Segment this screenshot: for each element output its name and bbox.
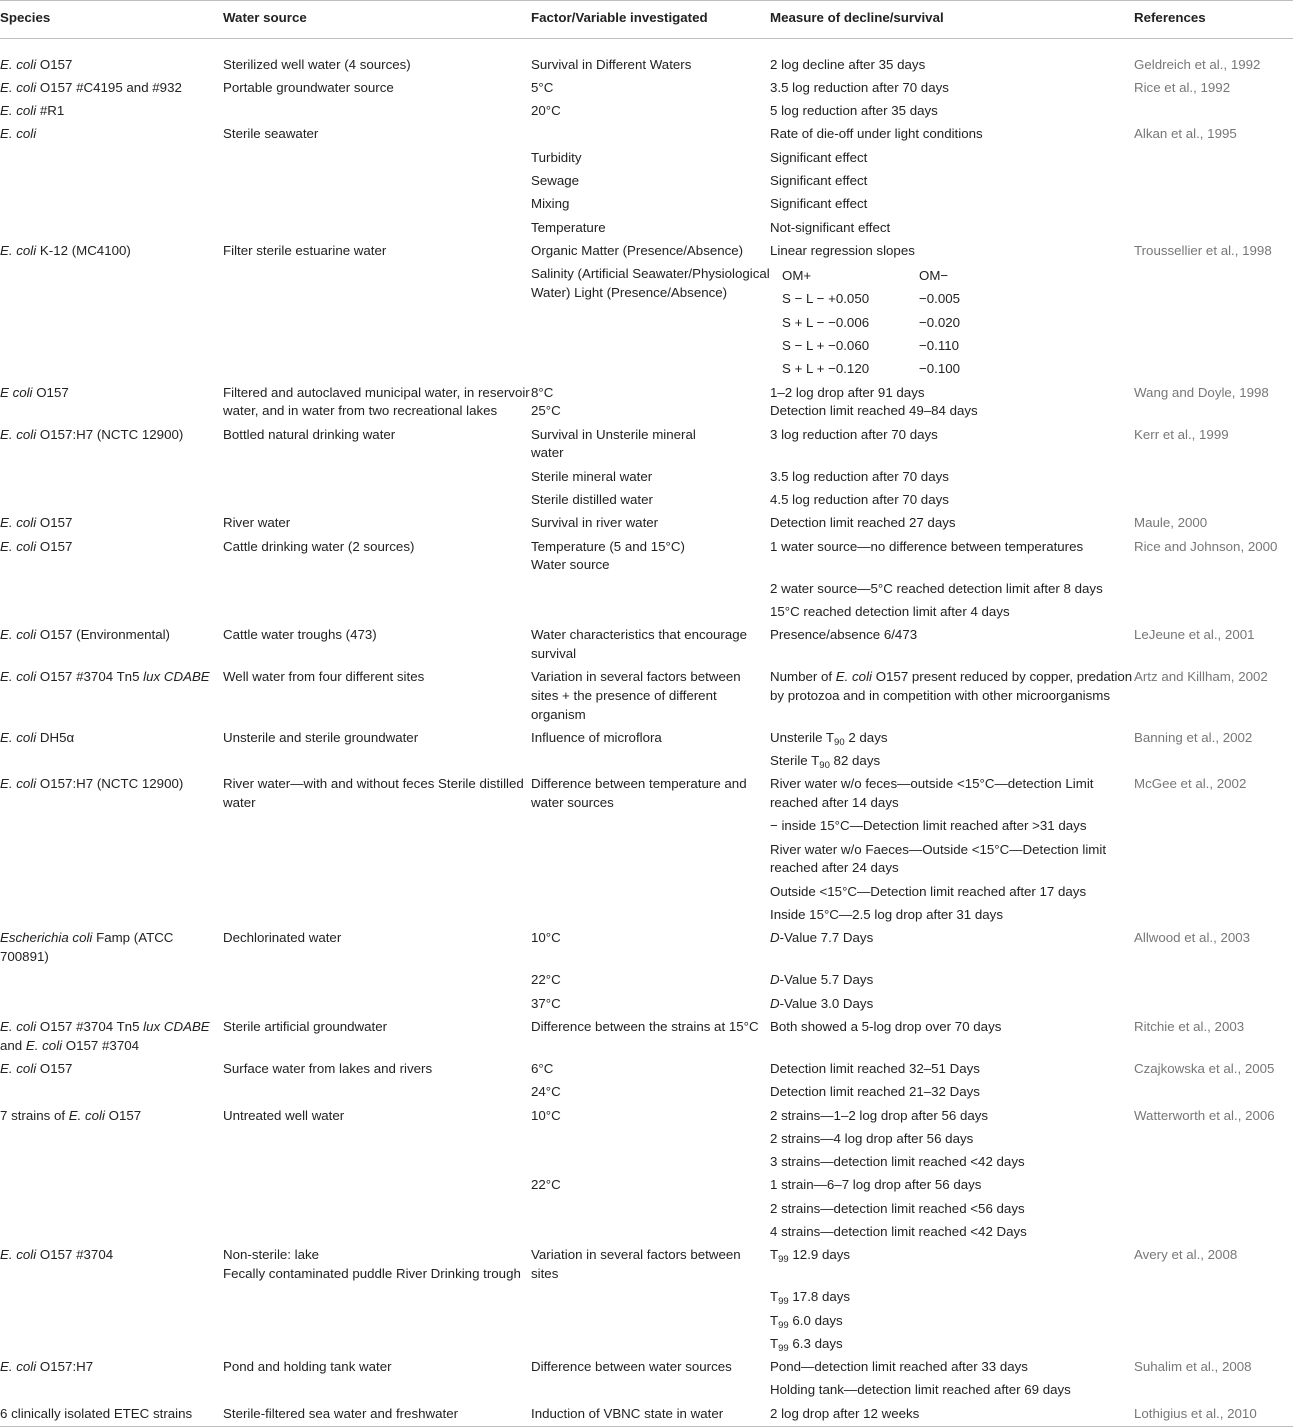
table-row — [0, 1016, 1293, 1058]
species-cell: E. coli O157:H7 (NCTC 12900) — [0, 776, 184, 792]
table-row — [0, 750, 1293, 773]
factor-cell: Salinity (Artificial Seawater/Physiological Water) Light (Presence/Absence) — [531, 266, 770, 300]
water-source-cell: Unsterile and sterile groundwater — [223, 729, 419, 745]
species-cell: E. coli O157 #3704 Tn5 lux CDABE and E. coli O157 #3704 — [0, 1018, 210, 1053]
water-source-cell: Pond and holding tank water — [223, 1359, 392, 1375]
species-cell: E. coli O157:H7 (NCTC 12900) — [0, 426, 184, 442]
species-cell: E. coli O157 #3704 — [0, 1247, 114, 1263]
species-cell: E. coli O157 (Environmental) — [0, 627, 170, 643]
table-row — [0, 1174, 1293, 1197]
species-cell: 6 clinically isolated ETEC strains — [0, 1402, 223, 1426]
measure-cell: 4.5 log reduction after 70 days — [770, 491, 949, 507]
reference-cell: Wang and Doyle, 1998 — [1134, 384, 1269, 400]
table-row — [0, 1128, 1293, 1151]
reference-cell: Ritchie et al., 2003 — [1134, 1018, 1245, 1034]
species-cell: E. coli O157 #3704 Tn5 lux CDABE — [0, 669, 210, 685]
species-cell: 7 strains of E. coli O157 — [0, 1107, 142, 1123]
header-water-source: Water source — [223, 1, 531, 39]
reference-cell: Rice et al., 1992 — [1134, 79, 1231, 95]
measure-cell: 3.5 log reduction after 70 days — [770, 468, 949, 484]
measure-cell: 3.5 log reduction after 70 days — [770, 79, 949, 95]
table-row — [0, 880, 1293, 903]
water-source-cell: Portable groundwater source — [223, 79, 394, 95]
water-source-cell: River water — [223, 515, 291, 531]
reference-cell: Geldreich et al., 1992 — [1134, 56, 1261, 72]
factor-cell: Organic Matter (Presence/Absence) — [531, 242, 744, 258]
factor-cell: 22°C — [531, 972, 561, 988]
factor-cell: Mixing — [531, 196, 570, 212]
factor-cell: 6°C — [531, 1060, 554, 1076]
measure-cell: Rate of die-off under light conditions — [770, 126, 983, 142]
table-row — [0, 1221, 1293, 1244]
reference-cell: Watterworth et al., 2006 — [1134, 1107, 1275, 1123]
measure-cell: Outside <15°C—Detection limit reached after 17 days — [770, 883, 1087, 899]
measure-cell: $T_{99}$ 6.0 days — [770, 1312, 843, 1331]
reference-cell: Banning et al., 2002 — [1134, 729, 1253, 745]
om-minus-header: OM− — [919, 268, 949, 284]
table-row — [0, 969, 1293, 992]
water-source-cell: Sterilized well water (4 sources) — [223, 56, 411, 72]
header-measure: Measure of decline/survival — [770, 1, 1134, 39]
water-source-cell: Well water from four different sites — [223, 669, 425, 685]
water-source-cell: Sterile artificial groundwater — [223, 1018, 388, 1034]
factor-cell: Difference between the strains at 15°C — [531, 1018, 759, 1034]
measure-cell: Linear regression slopes — [770, 242, 915, 258]
species-cell: E. coli O157 — [0, 515, 73, 531]
reference-cell: LeJeune et al., 2001 — [1134, 627, 1255, 643]
reference-cell: Avery et al., 2008 — [1134, 1247, 1238, 1263]
reference-cell: McGee et al., 2002 — [1134, 776, 1247, 792]
measure-cell: Inside 15°C—2.5 log drop after 31 days — [770, 907, 1003, 923]
measure-cell: Presence/absence 6/473 — [770, 627, 918, 643]
reference-cell: Lothigius et al., 2010 — [1134, 1402, 1293, 1426]
table-row — [0, 815, 1293, 838]
table-row — [0, 1104, 1293, 1127]
table-row — [0, 193, 1293, 216]
species-cell: E. coli O157 #C4195 and #932 — [0, 79, 182, 95]
factor-cell: Water characteristics that encourage survival — [531, 627, 748, 661]
factor-cell: 8°C 25°C — [531, 384, 561, 419]
table-row — [0, 100, 1293, 123]
measure-cell: River water w/o feces—outside <15°C—detection Limit reached after 14 days — [770, 776, 1094, 811]
measure-cell: Significant effect — [770, 172, 868, 188]
table-row — [0, 1356, 1293, 1379]
table-row — [0, 38, 1293, 53]
factor-cell: 24°C — [531, 1084, 561, 1100]
factor-cell: Temperature (5 and 15°C) Water source — [531, 538, 685, 573]
table-row — [0, 489, 1293, 512]
water-source-cell: River water—with and without feces Sterile distilled water — [223, 776, 524, 811]
table-row — [0, 512, 1293, 535]
reference-cell: Alkan et al., 1995 — [1134, 126, 1237, 142]
measure-cell: 1 water source—no difference between temperatures — [770, 538, 1084, 554]
table-row — [0, 992, 1293, 1015]
table-row — [0, 1081, 1293, 1104]
factor-cell: 22°C — [531, 1177, 561, 1193]
header-row — [0, 1, 1293, 39]
factor-cell: Survival in Unsterile mineral water — [531, 426, 696, 461]
species-cell: E coli O157 — [0, 384, 69, 400]
measure-cell: Both showed a 5-log drop over 70 days — [770, 1018, 1002, 1034]
measure-cell: 2 water source—5°C reached detection limit after 8 days — [770, 580, 1103, 596]
factor-cell: Temperature — [531, 219, 606, 235]
factor-cell: Variation in several factors between sites + the presence of different organism — [531, 669, 741, 722]
measure-cell: 2 strains—1–2 log drop after 56 days — [770, 1107, 989, 1123]
reference-cell: Suhalim et al., 2008 — [1134, 1359, 1252, 1375]
measure-cell: 3 log reduction after 70 days — [770, 426, 938, 442]
reference-cell: Troussellier et al., 1998 — [1134, 242, 1272, 258]
species-cell: E. coli O157 — [0, 1060, 73, 1076]
table-row — [0, 904, 1293, 927]
table-row — [0, 1151, 1293, 1174]
measure-cell: $T_{99}$ 17.8 days — [770, 1289, 851, 1308]
table-row — [0, 1333, 1293, 1356]
table-row — [0, 577, 1293, 600]
water-source-cell: Filtered and autoclaved municipal water, in reservoir water, and in water from two recreational lakes — [223, 384, 530, 419]
measure-cell: Sterile $T_{90}$ 82 days — [770, 753, 881, 772]
species-cell: E. coli DH5α — [0, 729, 75, 745]
water-source-cell: Surface water from lakes and rivers — [223, 1060, 433, 1076]
measure-cell: D-Value 3.0 Days — [770, 995, 874, 1011]
table-row — [0, 927, 1293, 969]
measure-cell: 2 strains—4 log drop after 56 days — [770, 1130, 974, 1146]
measure-cell: 2 log decline after 35 days — [770, 56, 926, 72]
table-row — [0, 838, 1293, 880]
header-factor: Factor/Variable investigated — [531, 1, 770, 39]
species-cell: E. coli K-12 (MC4100) — [0, 242, 131, 258]
measure-cell: Significant effect — [770, 149, 868, 165]
measure-cell: D-Value 7.7 Days — [770, 930, 874, 946]
measure-cell: 2 strains—detection limit reached <56 days — [770, 1200, 1025, 1216]
measure-cell: 15°C reached detection limit after 4 days — [770, 603, 1010, 619]
table-row — [0, 535, 1293, 577]
table-row — [0, 1309, 1293, 1332]
factor-cell: Survival in Different Waters — [531, 56, 692, 72]
factor-cell: 37°C — [531, 995, 561, 1011]
measure-cell: − inside 15°C—Detection limit reached after >31 days — [770, 818, 1087, 834]
water-source-cell: Cattle water troughs (473) — [223, 627, 377, 643]
measure-cell: $T_{99}$ 6.3 days — [770, 1335, 843, 1354]
factor-cell: Variation in several factors between sites — [531, 1247, 741, 1281]
species-cell: E. coli O157:H7 — [0, 1359, 94, 1375]
table-row — [0, 1058, 1293, 1081]
table-row — [0, 624, 1293, 666]
table-row — [0, 146, 1293, 169]
table-row — [0, 123, 1293, 146]
factor-cell: Turbidity — [531, 149, 582, 165]
table-row — [0, 773, 1293, 815]
table-row — [0, 465, 1293, 488]
reference-cell: Artz and Killham, 2002 — [1134, 669, 1268, 685]
factor-cell: 20°C — [531, 103, 561, 119]
measure-cell: Holding tank—detection limit reached after 69 days — [770, 1382, 1071, 1398]
reference-cell: Kerr et al., 1999 — [1134, 426, 1229, 442]
table-row — [0, 1197, 1293, 1220]
water-source-cell: Untreated well water — [223, 1107, 345, 1123]
water-source-cell: Filter sterile estuarine water — [223, 242, 387, 258]
measure-cell: D-Value 5.7 Days — [770, 972, 874, 988]
reference-cell: Rice and Johnson, 2000 — [1134, 538, 1278, 554]
om-plus-header: OM+ — [782, 268, 812, 284]
table-row — [0, 1402, 1293, 1426]
factor-cell: Induction of VBNC state in water — [531, 1402, 770, 1426]
table-row — [0, 240, 1293, 263]
table-row — [0, 263, 1293, 381]
table-row — [0, 1244, 1293, 1286]
regression-block: OM+ OM− S − L − +0.050 −0.005 S + L − −0.006 −0.020 S − L + −0.060 −0.110 S + L + −0.120 −0.100 — [782, 268, 961, 377]
measure-cell: Not-significant effect — [770, 219, 891, 235]
measure-cell: Significant effect — [770, 196, 868, 212]
factor-cell: Sterile mineral water — [531, 468, 653, 484]
factor-cell: Influence of microflora — [531, 729, 662, 745]
factor-cell: Sterile distilled water — [531, 491, 653, 507]
measure-cell: 1–2 log drop after 91 days Detection limit reached 49–84 days — [770, 384, 978, 419]
measure-cell: $T_{99}$ 12.9 days — [770, 1247, 851, 1266]
table-row — [0, 601, 1293, 624]
header-references: References — [1134, 1, 1293, 39]
measure-cell: 5 log reduction after 35 days — [770, 103, 938, 119]
measure-cell: Pond—detection limit reached after 33 days — [770, 1359, 1028, 1375]
measure-cell: Detection limit reached 32–51 Days — [770, 1060, 980, 1076]
table-row — [0, 77, 1293, 100]
table-row — [0, 381, 1293, 423]
species-cell: E. coli O157 — [0, 56, 73, 72]
measure-cell: Unsterile $T_{90}$ 2 days — [770, 729, 888, 748]
measure-cell: Detection limit reached 27 days — [770, 515, 956, 531]
reference-cell: Allwood et al., 2003 — [1134, 930, 1251, 946]
table-row — [0, 1379, 1293, 1402]
water-source-cell: Dechlorinated water — [223, 930, 342, 946]
factor-cell: 10°C — [531, 930, 561, 946]
water-source-cell: Sterile seawater — [223, 126, 319, 142]
measure-cell: Detection limit reached 21–32 Days — [770, 1084, 980, 1100]
table-row — [0, 53, 1293, 76]
factor-cell: Difference between water sources — [531, 1359, 732, 1375]
measure-cell: 1 strain—6–7 log drop after 56 days — [770, 1177, 982, 1193]
water-source-cell: Bottled natural drinking water — [223, 426, 396, 442]
measure-cell: 3 strains—detection limit reached <42 days — [770, 1154, 1025, 1170]
header-species: Species — [0, 1, 223, 39]
table-row — [0, 666, 1293, 727]
water-source-cell: Cattle drinking water (2 sources) — [223, 538, 415, 554]
water-source-cell: Sterile-filtered sea water and freshwater — [223, 1402, 531, 1426]
measure-cell: River water w/o Faeces—Outside <15°C—Detection limit reached after 24 days — [770, 841, 1107, 876]
measure-cell: 4 strains—detection limit reached <42 Days — [770, 1224, 1027, 1239]
factor-cell: Difference between temperature and water sources — [531, 776, 747, 811]
table-row — [0, 170, 1293, 193]
reference-cell: Maule, 2000 — [1134, 515, 1208, 531]
measure-cell: 2 log drop after 12 weeks — [770, 1402, 1134, 1426]
table-row — [0, 423, 1293, 465]
table-row — [0, 216, 1293, 239]
factor-cell: 10°C — [531, 1107, 561, 1123]
species-cell: E. coli O157 — [0, 538, 73, 554]
factor-cell: Sewage — [531, 172, 580, 188]
species-cell: Escherichia coli Famp (ATCC 700891) — [0, 930, 174, 965]
water-source-cell: Non-sterile: lake Fecally contaminated puddle River Drinking trough — [223, 1247, 521, 1281]
factor-cell: Survival in river water — [531, 515, 659, 531]
species-cell: E. coli #R1 — [0, 103, 65, 119]
table-row — [0, 727, 1293, 750]
factor-cell: 5°C — [531, 79, 554, 95]
reference-cell: Czajkowska et al., 2005 — [1134, 1060, 1275, 1076]
species-cell: E. coli — [0, 126, 37, 142]
measure-cell: Number of E. coli O157 present reduced by copper, predation by protozoa and in competition with other microorganisms — [770, 669, 1133, 703]
table-row — [0, 1286, 1293, 1309]
